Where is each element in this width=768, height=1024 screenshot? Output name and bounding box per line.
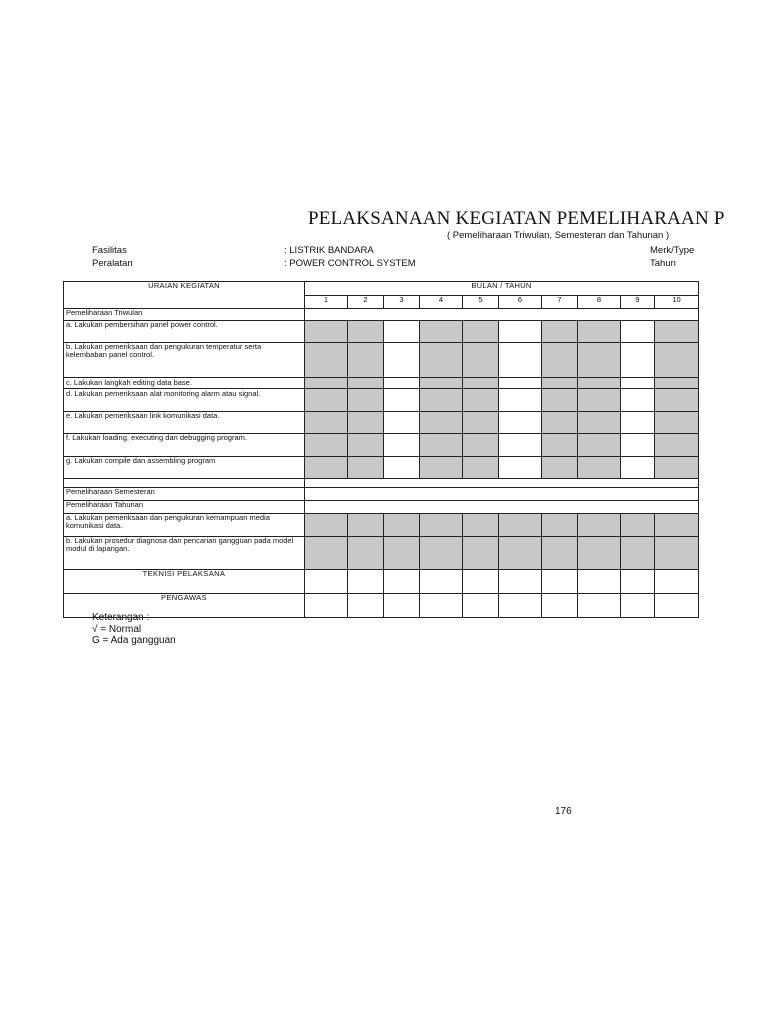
section-triwulan-title: Pemeliharaan Triwulan [64,309,305,321]
spacer-cell [64,479,305,488]
schedule-cell-shaded [348,514,384,537]
tahun-label: Tahun [650,258,676,269]
section-spacer [305,309,699,321]
table-row [64,343,699,378]
schedule-cell-shaded [463,389,499,412]
schedule-cell-shaded [305,457,348,479]
schedule-cell [384,457,420,479]
month-header: 3 [384,296,420,309]
schedule-cell-shaded [463,378,499,389]
fasilitas-value: : LISTRIK BANDARA [284,245,374,256]
notes-normal: √ = Normal [92,623,142,635]
schedule-cell-shaded [542,412,578,434]
month-header: 9 [621,296,655,309]
schedule-cell-shaded [420,389,463,412]
signature-cell [578,594,621,618]
schedule-cell-shaded [348,389,384,412]
signature-cell [499,594,542,618]
schedule-cell [621,412,655,434]
signature-cell [384,570,420,594]
schedule-cell-shaded [348,378,384,389]
signature-cell [420,594,463,618]
schedule-cell [499,343,542,378]
month-header: 1 [305,296,348,309]
signature-cell [621,570,655,594]
schedule-cell [384,389,420,412]
schedule-cell-shaded [463,514,499,537]
table-row [64,412,699,434]
table-row [64,570,699,594]
schedule-cell-shaded [305,389,348,412]
signature-cell [621,594,655,618]
schedule-cell [621,378,655,389]
notes-gangguan: G = Ada gangguan [92,635,176,646]
month-header: 5 [463,296,499,309]
schedule-cell-shaded [305,343,348,378]
schedule-cell-shaded [542,343,578,378]
schedule-cell-shaded [348,412,384,434]
activity-item: b. Lakukan prosedur diagnosa dan pencarian gangguan pada model modul di lapangan. [64,537,305,570]
section-spacer [305,488,699,501]
schedule-cell-shaded [348,537,384,570]
pengawas-label: PENGAWAS [64,594,305,618]
activity-item: a. Lakukan pemeriksaan dan pengukuran kemampuan media komunikasi data. [64,514,305,537]
schedule-cell [384,434,420,457]
schedule-cell-shaded [420,343,463,378]
schedule-cell-shaded [578,457,621,479]
schedule-cell-shaded [655,378,699,389]
schedule-cell [499,389,542,412]
section-spacer [305,501,699,514]
schedule-cell-shaded [463,321,499,343]
schedule-cell-shaded [578,378,621,389]
schedule-cell-shaded [542,434,578,457]
month-header: 4 [420,296,463,309]
schedule-cell-shaded [578,514,621,537]
spacer-cell [305,479,699,488]
section-tahunan-title: Pemeliharaan Tahunan [64,501,305,514]
activity-item: a. Lakukan pembersihan panel power control. [64,321,305,343]
schedule-cell [384,412,420,434]
schedule-cell [499,457,542,479]
signature-cell [463,594,499,618]
schedule-cell-shaded [655,412,699,434]
schedule-cell-shaded [542,537,578,570]
schedule-cell-shaded [655,514,699,537]
signature-cell [305,570,348,594]
schedule-cell-shaded [463,412,499,434]
legend-notes [92,612,176,647]
signature-cell [542,570,578,594]
schedule-cell [499,321,542,343]
schedule-cell [621,321,655,343]
schedule-cell-shaded [348,321,384,343]
signature-cell [542,594,578,618]
page-subtitle: ( Pemeliharaan Triwulan, Semesteran dan Tahunan ) [447,230,670,241]
schedule-cell-shaded [655,457,699,479]
activity-item: b. Lakukan pemeriksaan dan pengukuran temperatur serta kelembaban panel control. [64,343,305,378]
schedule-cell [621,343,655,378]
schedule-cell [384,343,420,378]
signature-cell [420,570,463,594]
schedule-cell-shaded [305,378,348,389]
month-header: 2 [348,296,384,309]
schedule-cell-shaded [463,434,499,457]
schedule-cell-shaded [384,514,420,537]
schedule-cell [621,434,655,457]
schedule-cell-shaded [463,457,499,479]
maintenance-schedule-table [63,281,699,618]
uraian-kegiatan-header: URAIAN KEGIATAN [64,282,305,309]
fasilitas-label: Fasilitas [92,245,127,256]
schedule-cell-shaded [420,321,463,343]
teknisi-pelaksana-label: TEKNISI PELAKSANA [64,570,305,594]
schedule-cell-shaded [655,389,699,412]
schedule-cell-shaded [420,537,463,570]
notes-title: Keterangan : [92,612,150,623]
schedule-cell-shaded [578,389,621,412]
activity-item: g. Lakukan compile dan assembling program [64,457,305,479]
schedule-cell-shaded [621,537,655,570]
schedule-cell-shaded [420,434,463,457]
signature-cell [305,594,348,618]
schedule-cell-shaded [655,343,699,378]
table-row [64,389,699,412]
schedule-cell-shaded [499,514,542,537]
schedule-cell-shaded [305,412,348,434]
schedule-cell-shaded [655,321,699,343]
signature-cell [348,570,384,594]
section-semesteran-title: Pemeliharaan Semesteran [64,488,305,501]
schedule-cell-shaded [655,537,699,570]
schedule-cell-shaded [305,321,348,343]
activity-item: c. Lakukan langkah editing data base. [64,378,305,389]
schedule-cell [384,321,420,343]
table-row [64,378,699,389]
activity-item: e. Lakukan pemeriksaan link komunikasi data. [64,412,305,434]
page-number: 176 [555,806,572,817]
schedule-cell [499,412,542,434]
schedule-cell-shaded [542,389,578,412]
signature-cell [499,570,542,594]
schedule-cell-shaded [305,514,348,537]
bulan-tahun-header: BULAN / TAHUN [305,282,699,296]
schedule-cell-shaded [463,343,499,378]
schedule-cell-shaded [420,378,463,389]
schedule-cell-shaded [463,537,499,570]
table-row [64,457,699,479]
schedule-cell-shaded [542,378,578,389]
page-title: PELAKSANAAN KEGIATAN PEMELIHARAAN P [308,208,725,229]
month-header: 10 [655,296,699,309]
signature-cell [463,570,499,594]
schedule-cell-shaded [655,434,699,457]
table-row [64,321,699,343]
schedule-cell-shaded [578,537,621,570]
schedule-cell [621,389,655,412]
schedule-cell-shaded [348,457,384,479]
schedule-cell-shaded [384,537,420,570]
signature-cell [655,570,699,594]
peralatan-value: : POWER CONTROL SYSTEM [284,258,416,269]
signature-cell [348,594,384,618]
activity-item: d. Lakukan pemeriksaan alat monitoring alarm atau signal. [64,389,305,412]
merk-type-label: Merk/Type [650,245,695,256]
schedule-cell-shaded [420,412,463,434]
month-header: 7 [542,296,578,309]
schedule-cell [499,378,542,389]
schedule-cell-shaded [348,343,384,378]
schedule-cell-shaded [578,343,621,378]
schedule-cell-shaded [420,457,463,479]
schedule-cell-shaded [542,457,578,479]
signature-cell [655,594,699,618]
table-row [64,537,699,570]
schedule-cell-shaded [542,514,578,537]
schedule-cell [384,378,420,389]
schedule-cell-shaded [578,321,621,343]
schedule-cell-shaded [499,537,542,570]
schedule-cell-shaded [542,321,578,343]
table-row [64,434,699,457]
table-row [64,514,699,537]
schedule-cell-shaded [348,434,384,457]
schedule-cell-shaded [578,412,621,434]
schedule-cell-shaded [305,434,348,457]
peralatan-label: Peralatan [92,258,133,269]
signature-cell [578,570,621,594]
month-header: 6 [499,296,542,309]
activity-item: f. Lakukan loading, executing dan debugging program. [64,434,305,457]
schedule-cell-shaded [305,537,348,570]
schedule-cell-shaded [420,514,463,537]
schedule-cell-shaded [621,514,655,537]
schedule-cell [499,434,542,457]
schedule-cell [621,457,655,479]
month-header: 8 [578,296,621,309]
schedule-cell-shaded [578,434,621,457]
signature-cell [384,594,420,618]
